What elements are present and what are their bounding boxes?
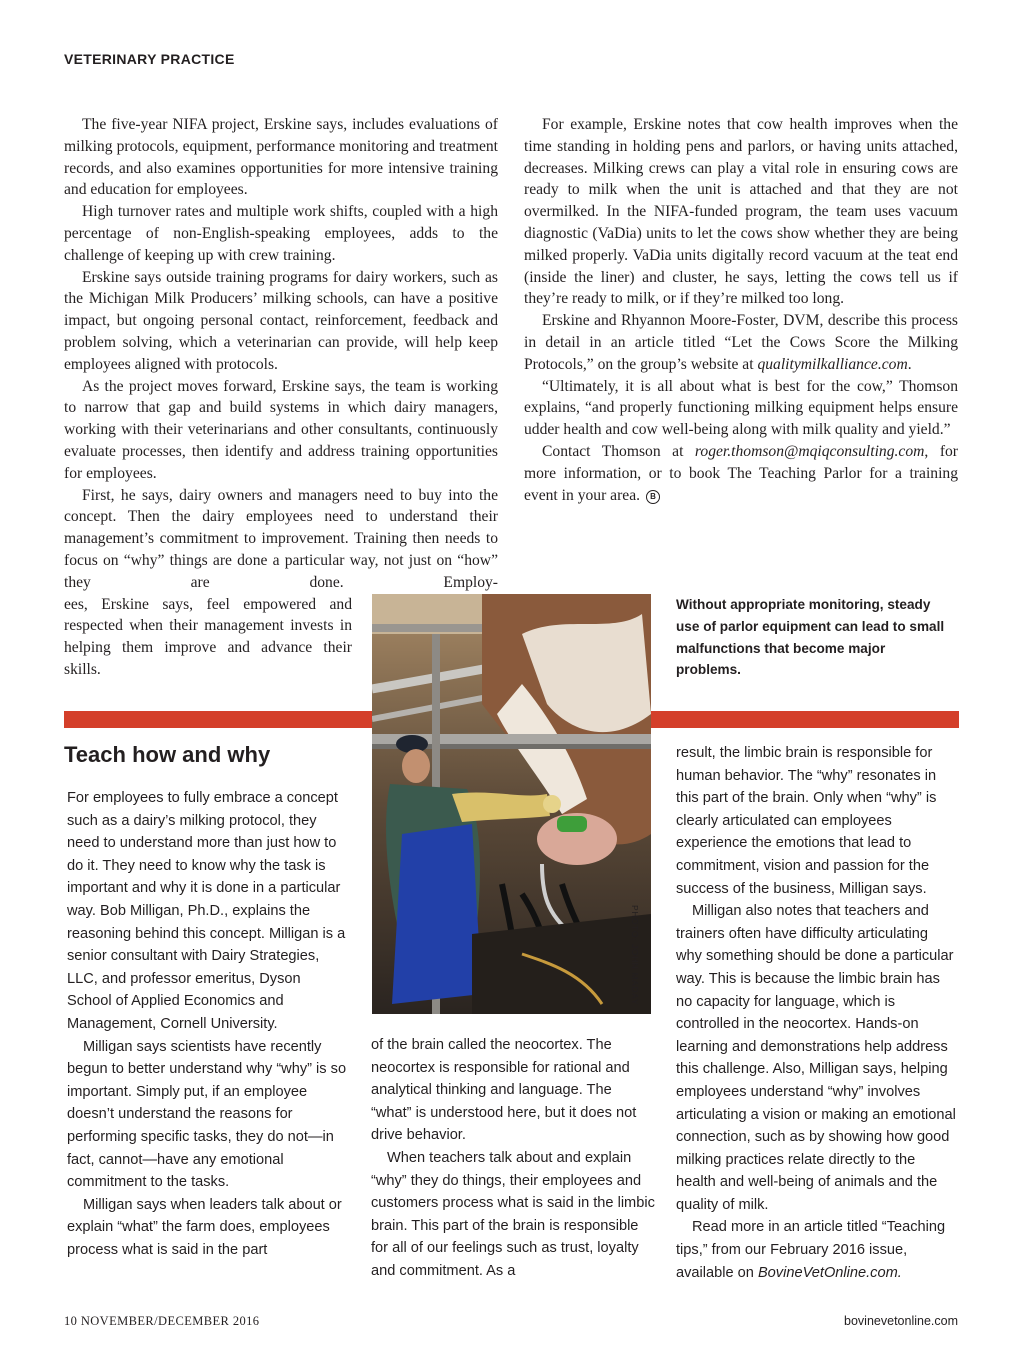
website-link[interactable]: BovineVetOnline.com.	[757, 1264, 902, 1281]
footer-website: bovinevetonline.com	[844, 1314, 958, 1328]
paragraph: Milligan says when leaders talk about or explain “what” the farm does, employees process what is said in the part	[67, 1196, 342, 1258]
sidebar-column-2	[371, 1034, 656, 1283]
paragraph	[676, 1216, 958, 1284]
sidebar-accent-bar	[64, 711, 372, 728]
paragraph: Milligan says scientists have recently begun to better understand why “why” is so important. Simply put, if an employee doesn’t understand the reasons for performing specific tasks, they do not—in fact, cannot—have any emotional commitment to the tasks.	[67, 1038, 347, 1191]
milking-parlor-photo	[372, 594, 651, 1014]
paragraph: of the brain called the neocortex. The neocortex is responsible for rational and analytical thinking and language. The “what” is understood here, but it does not drive behavior.	[371, 1037, 637, 1144]
paragraph: As the project moves forward, Erskine says, the team is working to narrow that gap and build systems in which dairy managers, working with their veterinarians and other consultants, continuously evaluate processes, then identify and address training opportunities for employees.	[64, 377, 498, 482]
paragraph	[524, 310, 958, 375]
article-column-right	[524, 114, 958, 506]
paragraph-text: Read more in an article titled “Teaching tips,” from our February 2016 issue, available on	[676, 1219, 946, 1281]
sidebar-column-3	[676, 742, 958, 1284]
paragraph-text: Erskine and Rhyannon Moore-Foster, DVM, describe this process in detail in an article titled “Let the Cows Score the Milking Protocols,” on the group’s website at	[524, 312, 958, 373]
paragraph: High turnover rates and multiple work shifts, coupled with a high percentage of non-English-speaking employees, adds to the challenge of keeping up with crew training.	[64, 203, 498, 264]
paragraph: Erskine says outside training programs for dairy workers, such as the Michigan Milk Producers’ milking schools, can have a positive impact, but ongoing personal contact, reinforcement, feedback and problem solving, which a veterinarian can provide, will help keep employees aligned with protocols.	[64, 268, 498, 373]
end-mark-icon: B	[646, 490, 660, 504]
section-tag: VETERINARY PRACTICE	[64, 51, 235, 67]
paragraph: result, the limbic brain is responsible for human behavior. The “why” resonates in this part of the brain. Only when “why” is clearly articulated can employees experience the emotions that lead to commitment, vision and passion for the success of the business, Milligan says.	[676, 745, 937, 897]
page-folio: 10 NOVEMBER/DECEMBER 2016	[64, 1314, 260, 1328]
paragraph-text: Contact Thomson at	[542, 442, 695, 460]
email-link[interactable]: roger.thomson@mqiqconsulting.com	[694, 442, 925, 460]
paragraph: The five-year NIFA project, Erskine says, includes evaluations of milking protocols, equipment, performance monitoring and treatment records, and also examines opportunities for more intensive training and education for employees.	[64, 116, 498, 199]
photo-credit: PHOTO: JOHN MADAY	[630, 905, 640, 1006]
paragraph	[524, 441, 958, 506]
paragraph-continued: ees, Erskine says, feel empowered and respected when their management invests in helping them improve and advance their skills.	[64, 595, 352, 678]
website-link[interactable]: qualitymilkalliance.com	[757, 355, 908, 373]
paragraph: “Ultimately, it is all about what is best for the cow,” Thomson explains, “and properly functioning milking equipment helps ensure udder health and cow well-being along with milk quality and yield.”	[524, 377, 958, 439]
paragraph-text: .	[907, 355, 912, 373]
paragraph: Milligan also notes that teachers and trainers often have difficulty articulating why something should be done a particular way. This is because the limbic brain has no capacity for language, which is controlled in the neocortex. Hands-on learning and demonstrations help address this challenge. Also, Milligan says, helping employees understand “why” involves articulating a vision or making an emotional connection, such as by showing how good milking practices relate directly to the health and well-being of animals and the quality of milk.	[676, 903, 956, 1213]
sidebar-heading: Teach how and why	[64, 742, 271, 767]
photo-caption: Without appropriate monitoring, steady use of parlor equipment can lead to small malfunctions that become major problems.	[676, 597, 945, 678]
paragraph: First, he says, dairy owners and managers need to buy into the concept. Then the dairy employees need to understand their management’s commitment to improvement. Training then needs to focus on “why” things are done a particular way, not just on “how” they are done. Employ-	[64, 486, 498, 591]
paragraph: For example, Erskine notes that cow health improves when the time standing in holding pens and parlors, or having units attached, decreases. Milking crews can play a vital role in ensuring cows are ready to milk when the unit is attached and that they are not overmilked. In the NIFA-funded program, the team uses vacuum diagnostic (VaDia) units to let the cows show whether they are being milked properly. VaDia units digitally record vacuum at the teat end (inside the liner) and cluster, he says, letting the cows tell us if they’re ready to milk, or if they’re milked too long.	[524, 116, 958, 308]
paragraph-text: , for more information, or to book The Teaching Parlor for a training event in your area.	[524, 442, 958, 504]
sidebar-accent-bar	[651, 711, 959, 728]
paragraph: When teachers talk about and explain “why” they do things, their employees and customers process what is said in the limbic brain. This part of the brain is responsible for all of our feelings such as trust, loyalty and commitment. As a	[371, 1149, 655, 1279]
sidebar-column-1	[67, 787, 349, 1261]
paragraph: For employees to fully embrace a concept such as a dairy’s milking protocol, they need to understand more than just how to do it. They need to know why the task is important and why it is done in a particular way. Bob Milligan, Ph.D., explains the reasoning behind this concept. Milligan is a senior consultant with Dairy Strategies, LLC, and professor emeritus, Dyson School of Applied Economics and Management, Cornell University.	[67, 790, 346, 1032]
